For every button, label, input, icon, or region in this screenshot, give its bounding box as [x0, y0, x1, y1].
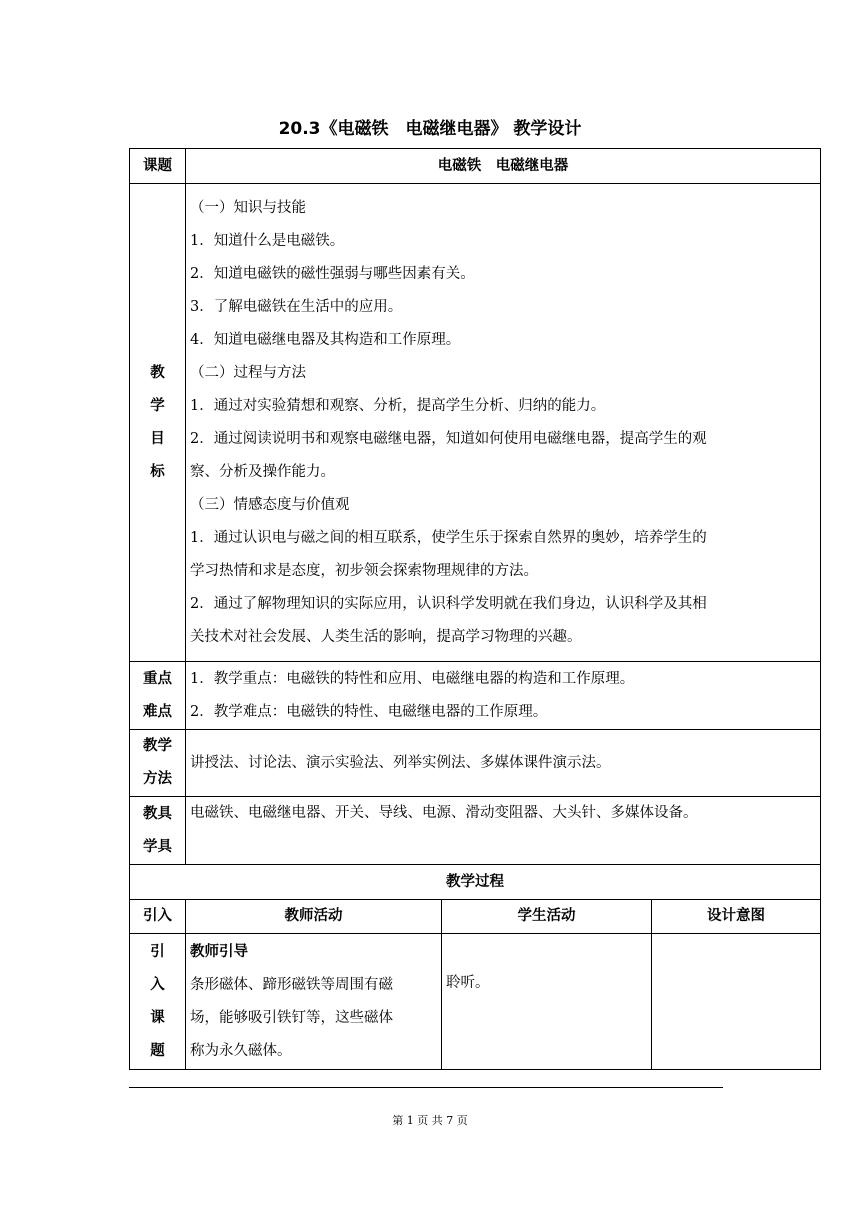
objective-line: 2．通过阅读说明书和观察电磁继电器，知道如何使用电磁继电器，提高学生的观 — [190, 430, 707, 447]
methods-label — [130, 730, 186, 797]
objective-line: 察、分析及操作能力。 — [190, 463, 335, 480]
objective-line: （三）情感态度与价值观 — [190, 496, 350, 513]
objective-line: 4．知道电磁继电器及其构造和工作原理。 — [190, 331, 461, 348]
methods-label-line: 教学 — [143, 738, 172, 754]
column-header-teacher: 教师活动 — [186, 900, 442, 934]
methods-row — [130, 730, 821, 797]
objectives-label — [130, 184, 186, 662]
footer-divider — [129, 1087, 723, 1088]
student-activity: 聆听。 — [442, 934, 652, 1070]
tools-label-line: 教具 — [143, 805, 172, 822]
methods-label-line: 方法 — [143, 771, 172, 787]
topic-value: 电磁铁 电磁继电器 — [186, 149, 821, 184]
document-title: 20.3《电磁铁 电磁继电器》 教学设计 — [278, 119, 582, 139]
objectives-row — [130, 184, 821, 662]
column-header-student: 学生活动 — [442, 900, 652, 934]
objective-line: 2．知道电磁铁的磁性强弱与哪些因素有关。 — [190, 265, 475, 282]
objective-line: 学习热情和求是态度，初步领会探索物理规律的方法。 — [190, 562, 538, 579]
topic-row — [130, 149, 821, 184]
key-point-line: 2．教学难点：电磁铁的特性、电磁继电器的工作原理。 — [190, 703, 548, 720]
teacher-activity-line: 条形磁体、蹄形磁铁等周围有磁 — [190, 976, 393, 993]
teacher-activity-line: 称为永久磁体。 — [190, 1042, 292, 1059]
stage-label — [130, 934, 186, 1070]
tools-row — [130, 797, 821, 865]
teacher-activity-line: 场，能够吸引铁钉等，这些磁体 — [190, 1009, 393, 1026]
key-points-label-line: 难点 — [143, 703, 172, 720]
page-number: 第 1 页 共 7 页 — [392, 1114, 468, 1127]
objective-line: 1．通过认识电与磁之间的相互联系，使学生乐于探索自然界的奥妙，培养学生的 — [190, 529, 707, 546]
topic-label: 课题 — [130, 149, 186, 184]
objectives-label-char: 学 — [150, 397, 165, 414]
objective-line: 1．知道什么是电磁铁。 — [190, 232, 345, 249]
process-columns-row — [130, 900, 821, 934]
tools-value: 电磁铁、电磁继电器、开关、导线、电源、滑动变阻器、大头针、多媒体设备。 — [186, 797, 821, 865]
objectives-content — [186, 184, 821, 662]
process-heading: 教学过程 — [130, 865, 821, 900]
key-points-content — [186, 662, 821, 730]
column-header-intent: 设计意图 — [652, 900, 821, 934]
column-header-intro: 引入 — [130, 900, 186, 934]
teacher-activity-heading: 教师引导 — [190, 943, 248, 960]
lesson-plan-table — [129, 148, 821, 1070]
design-intent — [652, 934, 821, 1070]
tools-label-line: 学具 — [143, 838, 172, 855]
teacher-activity — [186, 934, 442, 1070]
objective-line: 1．通过对实验猜想和观察、分析，提高学生分析、归纳的能力。 — [190, 397, 606, 414]
key-points-row — [130, 662, 821, 730]
objectives-label-char: 目 — [150, 430, 165, 447]
stage-label-char: 引 — [150, 943, 165, 960]
objective-line: 3．了解电磁铁在生活中的应用。 — [190, 298, 403, 315]
stage-label-char: 课 — [150, 1009, 165, 1026]
methods-value: 讲授法、讨论法、演示实验法、列举实例法、多媒体课件演示法。 — [186, 730, 821, 797]
process-row-intro — [130, 934, 821, 1070]
objective-line: （二）过程与方法 — [190, 364, 306, 381]
objective-line: 关技术对社会发展、人类生活的影响，提高学习物理的兴趣。 — [190, 628, 582, 645]
objective-line: （一）知识与技能 — [190, 199, 306, 216]
tools-label — [130, 797, 186, 865]
key-points-label-line: 重点 — [143, 670, 172, 687]
key-points-label — [130, 662, 186, 730]
key-point-line: 1．教学重点：电磁铁的特性和应用、电磁继电器的构造和工作原理。 — [190, 670, 635, 687]
stage-label-char: 入 — [150, 976, 165, 993]
objectives-label-char: 教 — [150, 364, 165, 381]
objectives-label-char: 标 — [150, 463, 165, 480]
objective-line: 2．通过了解物理知识的实际应用，认识科学发明就在我们身边，认识科学及其相 — [190, 595, 707, 612]
process-heading-row — [130, 865, 821, 900]
stage-label-char: 题 — [150, 1042, 165, 1059]
